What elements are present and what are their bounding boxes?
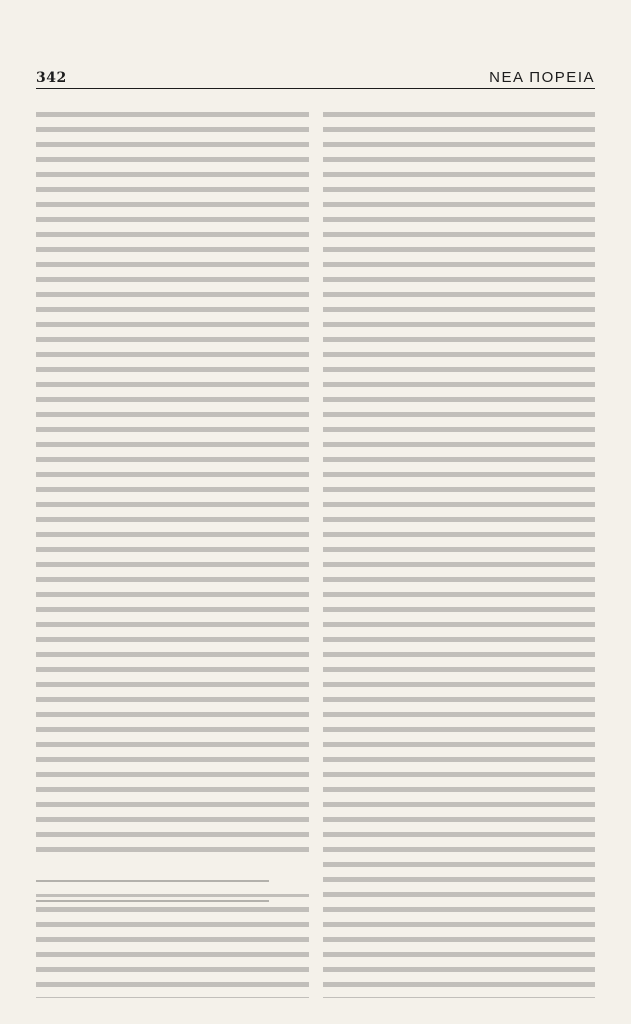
journal-title: ΝΕΑ ΠΟΡΕΙΑ (489, 69, 595, 86)
right-column-text-lines (323, 106, 596, 998)
running-head (36, 62, 595, 86)
right-column (323, 100, 596, 998)
header-rule (36, 88, 595, 89)
text-columns (36, 100, 595, 998)
section-heading (36, 880, 269, 902)
page-number: 342 (36, 70, 67, 86)
left-column (36, 100, 309, 998)
